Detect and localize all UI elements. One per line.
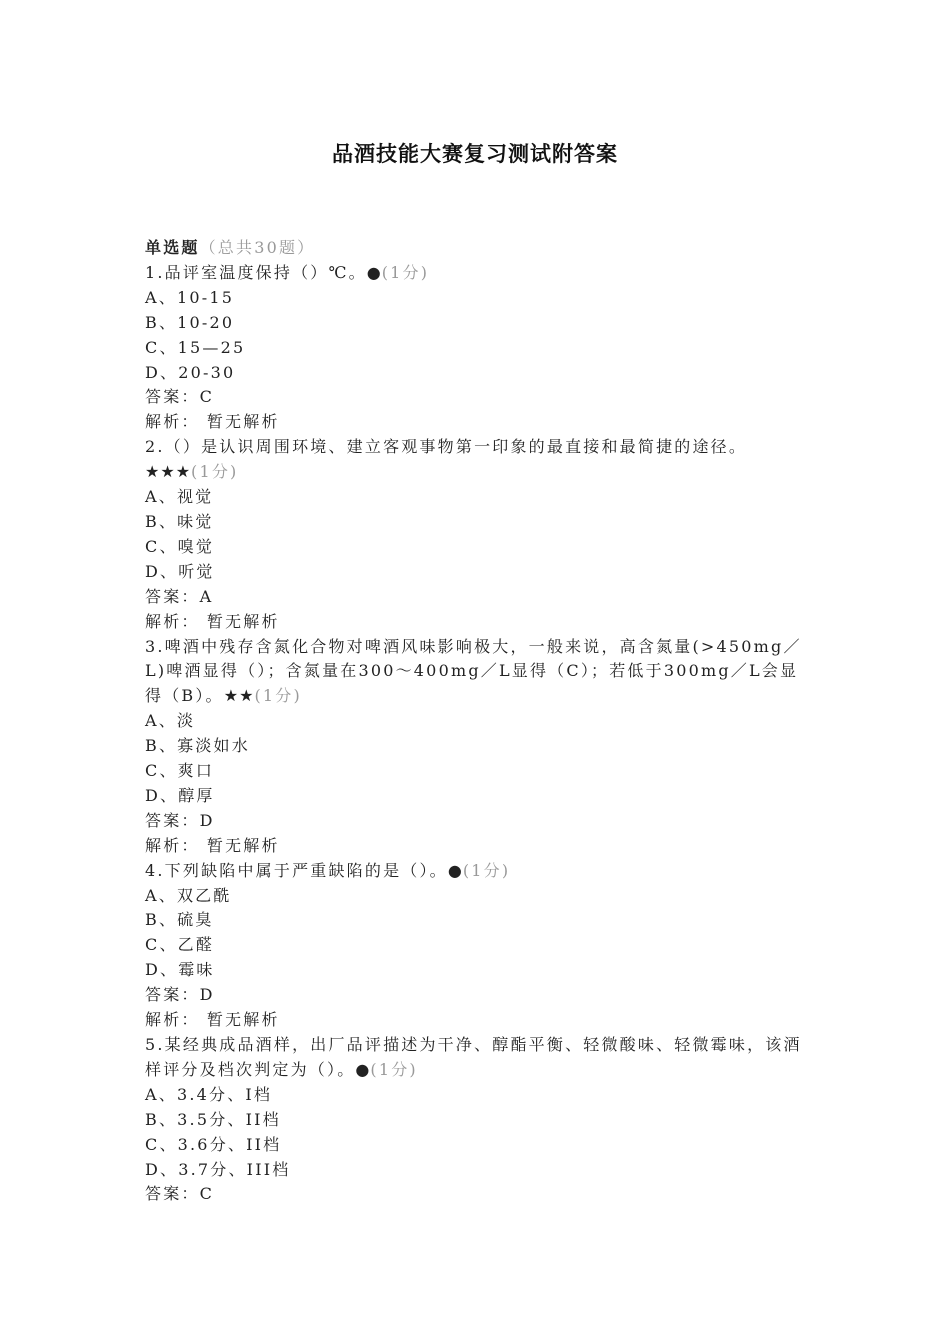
question-stem: 2.（）是认识周围环境、建立客观事物第一印象的最直接和最简捷的途径。 (145, 437, 748, 457)
analysis: 解析： 暂无解析 (145, 1010, 280, 1030)
question-score: (1分) (370, 1059, 418, 1079)
difficulty-marker: ★★★ (145, 462, 192, 482)
analysis: 解析： 暂无解析 (145, 412, 280, 432)
option-d: D、醇厚 (145, 785, 215, 805)
option-c: C、乙醛 (145, 935, 215, 955)
section-count: （总共30题） (199, 238, 316, 257)
section-heading (145, 236, 805, 261)
question-2 (145, 435, 805, 634)
analysis: 解析： 暂无解析 (145, 611, 280, 631)
question-stem: 1.品评室温度保持（）℃。 (145, 262, 367, 282)
option-c: C、嗅觉 (145, 536, 215, 556)
question-stem-line (145, 435, 805, 485)
section-label: 单选题 (145, 238, 200, 257)
answer: 答案：D (145, 810, 215, 830)
question-stem-line (145, 1033, 805, 1083)
option-d: D、3.7分、III档 (145, 1159, 291, 1179)
question-score: (1分) (462, 860, 511, 880)
question-1 (145, 261, 805, 435)
option-b: B、寡淡如水 (145, 736, 250, 756)
question-3 (145, 635, 805, 859)
question-list (145, 236, 805, 1207)
question-stem: 4.下列缺陷中属于严重缺陷的是（）。 (145, 860, 448, 880)
difficulty-marker: ● (447, 860, 463, 880)
option-d: D、霉味 (145, 960, 215, 980)
option-c: C、15—25 (145, 337, 246, 357)
option-b: B、硫臭 (145, 910, 214, 930)
question-4 (145, 859, 805, 1033)
option-c: C、3.6分、II档 (145, 1134, 282, 1154)
question-5 (145, 1033, 805, 1207)
option-c: C、爽口 (145, 761, 215, 781)
analysis: 解析： 暂无解析 (145, 835, 280, 855)
question-stem-line (145, 635, 805, 710)
option-a: A、10-15 (145, 287, 235, 307)
question-score: (1分) (191, 462, 239, 482)
option-a: A、淡 (145, 711, 196, 731)
option-b: B、10-20 (145, 312, 235, 332)
difficulty-marker: ● (366, 262, 382, 282)
option-a: A、双乙酰 (145, 885, 232, 905)
document-title: 品酒技能大赛复习测试附答案 (332, 141, 618, 166)
option-d: D、听觉 (145, 561, 215, 581)
answer: 答案：D (145, 985, 215, 1005)
question-stem-line (145, 261, 805, 286)
option-b: B、3.5分、II档 (145, 1109, 281, 1129)
question-score: (1分) (381, 262, 430, 282)
question-score: (1分) (254, 686, 302, 706)
option-b: B、味觉 (145, 511, 214, 531)
option-a: A、视觉 (145, 487, 214, 507)
option-d: D、20-30 (145, 362, 236, 382)
question-stem: 3.啤酒中残存含氮化合物对啤酒风味影响极大，一般来说，高含氮量(>450mg／L)啤酒显得（）；含氮量在300～400mg／L显得（C）；若低于300mg／L会显得（B）。 (145, 636, 802, 706)
option-a: A、3.4分、I档 (145, 1084, 273, 1104)
difficulty-marker: ● (355, 1059, 371, 1079)
answer: 答案：C (145, 387, 215, 407)
question-stem: 5.某经典成品酒样，出厂品评描述为干净、醇酯平衡、轻微酸味、轻微霉味，该酒样评分及档次判定为（）。 (145, 1035, 802, 1079)
answer: 答案：C (145, 1184, 215, 1204)
question-stem-line (145, 859, 805, 884)
answer: 答案：A (145, 586, 214, 606)
difficulty-marker: ★★ (223, 686, 255, 706)
